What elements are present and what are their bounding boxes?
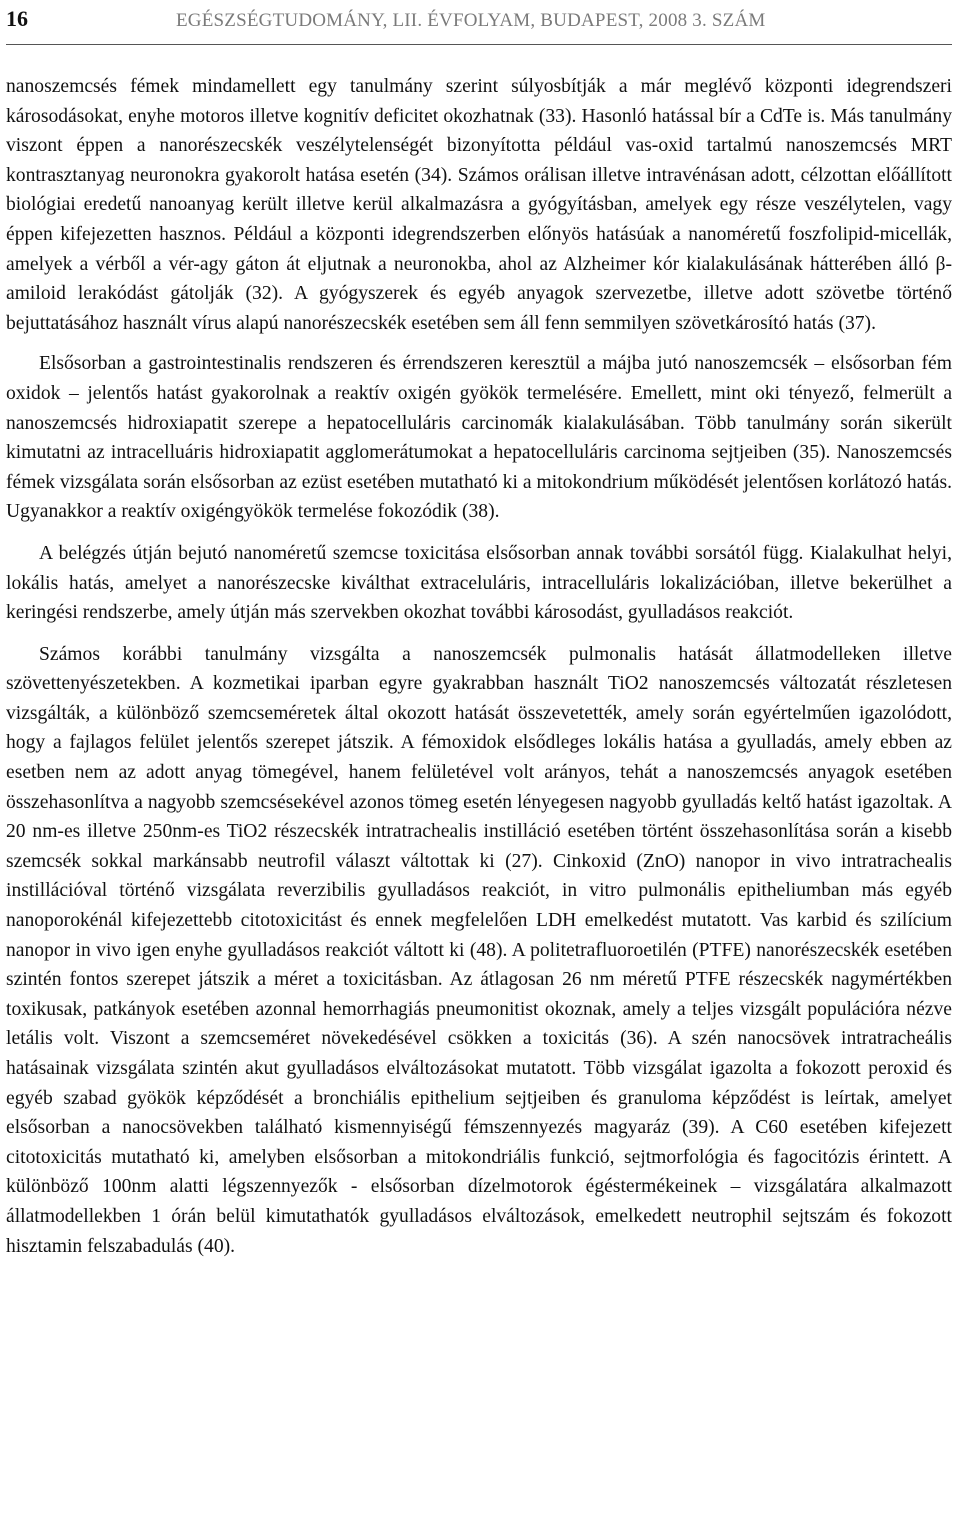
sentence: Cinkoxid (ZnO) nanopor in vivo intratrachealis instillációval történő vizsgálata reverzibilis gyulladásos reakciót, in vitro pulmonális epitheliumban más egyéb nanoporokénál kifejezettebb citotoxicitást és ennek megfelelően LDH emelkedést mutatott. — [6, 850, 953, 932]
sentence: Például a központi idegrendszerben előnyös hatásúak a nanoméretű foszfolipid-micellák, amelyek a vérből a vér-agy gáton át eljutnak a neuronokba, ahol az Alzheimer kór kialakulásának hátterében álló β-amiloid lerakódást gátolják (32). — [6, 223, 953, 305]
sentence: Számos korábbi tanulmány vizsgálta a nanoszemcsék pulmonalis hatását állatmodelleken illetve szövettenyészetekben. — [6, 643, 952, 695]
sentence: Viszont a szemcseméret növekedésével csökken a toxicitás (36). — [109, 1028, 658, 1050]
document-page — [6, 0, 952, 1273]
paragraph-2 — [6, 349, 952, 527]
sentence: A fémoxidok elsődleges lokális hatása a gyulladás, amely ebben az esetben nem az adott anyag tömegével, hanem felületével volt arányos, tehát a nanoszemcsés anyagok esetében összehasonlítva a nagyobb szemcsésekével azonos tömeg esetén lényegesen nagyobb gyulladás keltő hatást igazoltak. — [6, 732, 952, 813]
sentence: A különböző 100nm alatti légszennyezők - elsősorban dízelmotorok égéstermékeinek – vizsgálatára alkalmazott állatmodellekben 1 órán belül kimutathatók gyulladásos elváltozások, emelkedett neutrophil sejtszám és fokozott hisztamin felszabadulás (40). — [6, 1146, 952, 1257]
sentence: Több tanulmány során sikerült kimutatni az intracelluáris hidroxiapatit agglomerátumokat a hepatocelluláris carcinoma sejtjeiben (35). — [6, 412, 952, 464]
running-header — [6, 0, 952, 45]
sentence: Emellett, mint oki tényező, felmerült a nanoszemcsés hidroxiapatit szerepe a hepatocelluláris carcinomák kialakulásában. — [6, 382, 953, 434]
article-body — [6, 72, 952, 1261]
sentence: A szén nanocsövek intratracheális hatásainak vizsgálata szintén akut gyulladásos elváltozásokat mutatott. — [6, 1028, 952, 1079]
sentence: A 20 nm-es illetve 250nm-es TiO2 részecskék intratrachealis instilláció esetében történt összehasonlítása során a kisebb szemcsék sokkal markánsabb neutrofil választ váltottak ki (27). — [6, 791, 952, 872]
sentence: Ugyanakkor a reaktív oxigéngyökök termelése fokozódik (38). — [6, 501, 500, 523]
sentence: Kialakulhat helyi, lokális hatás, amelyet a nanorészecske kiválthat extraceluláris, intracelluláris lokalizációban, illetve bekerülhet a keringési rendszerbe, amely útján más szervekben okozhat további károsodást, gyulladásos reakciót. — [6, 542, 952, 624]
sentence: Az átlagosan 26 nm méretű PTFE részecskék nagymértékben toxikusak, patkányok esetében azonnal hemorrhagiás pneumonitist okoznak, amely a teljes vizsgált populációra nézve letális volt. — [6, 969, 952, 1050]
page-number: 16 — [6, 6, 28, 31]
paragraph-4 — [6, 640, 952, 1261]
sentence: Hasonló hatással bír a CdTe is. — [581, 105, 826, 127]
sentence: nanoszemcsés fémek mindamellett egy tanulmány szerint súlyosbítják a már meglévő központi idegrendszeri károsodásokat, enyhe motoros illetve kognitív deficitet okozhatnak (33). — [6, 76, 952, 127]
paragraph-1 — [6, 72, 952, 338]
sentence: A kozmetikai iparban egyre gyakrabban használt TiO2 nanoszemcsés változatát részletesen vizsgálták, a különböző szemcseméretek által okozott hatását összevetették, amely során egyértelműen igazolódott, hogy a fajlagos felület jelentős szerepet játszik. — [6, 673, 952, 754]
sentence: A politetrafluoroetilén (PTFE) nanorészecskék esetében szintén fontos szerepet játszik a méret a toxicitásban. — [6, 939, 952, 991]
sentence: Több vizsgálat igazolta a fokozott peroxid és egyéb szabad gyökök képződését a bronchiális epithelium sejtjeiben és granuloma képződést is leírtak, amelyet elsősorban a nanocsövekben található kismennyiségű fémszennyezés magyaráz (39). — [6, 1058, 953, 1139]
sentence: Nanoszemcsés fémek vizsgálata során elsősorban az ezüst esetében mutatható ki a mitokondrium működését jelentősen korlátozó hatás. — [6, 442, 952, 493]
sentence: A belégzés útján bejutó nanoméretű szemcse toxicitása elsősorban annak további sorsától függ. — [39, 542, 804, 564]
paragraph-3 — [6, 539, 952, 628]
sentence: Számos orálisan illetve intravénásan adott, célzottan előállított biológiai eredetű nanoanyag került illetve kerül alkalmazásra a gyógyításban, amelyek egy része veszélytelen, vagy éppen kifejezetten hasznos. — [6, 164, 952, 245]
sentence: A C60 esetében kifejezett citotoxicitás mutatható ki, amelyben elsősorban a mitokondriális funkció, sejtmorfológia és fagocitózis érintett. — [6, 1117, 952, 1168]
sentence: A gyógyszerek és egyéb anyagok szervezetbe, illetve adott szövetbe történő bejuttatásához használt vírus alapú nanorészecskék esetében sem áll fenn semmilyen szövetkárosító hatás (37). — [6, 283, 952, 334]
journal-header-title: EGÉSZSÉGTUDOMÁNY, LII. ÉVFOLYAM, BUDAPEST, 2008 3. SZÁM — [176, 10, 766, 31]
sentence: Vas karbid és szilícium nanopor in vivo igen enyhe gyulladásos reakciót váltott ki (48). — [6, 910, 952, 961]
sentence: Elsősorban a gastrointestinalis rendszeren és érrendszeren keresztül a májba jutó nanoszemcsék – elsősorban fém oxidok – jelentős hatást gyakorolnak a reaktív oxigén gyökök termelésére. — [6, 353, 952, 404]
sentence: Más tanulmány viszont éppen a nanorészecskék veszélytelenségét bizonyította például vas-oxid tartalmú nanoszemcsés MRT kontrasztanyag neuronokra gyakorolt hatása esetén (34). — [6, 105, 952, 186]
